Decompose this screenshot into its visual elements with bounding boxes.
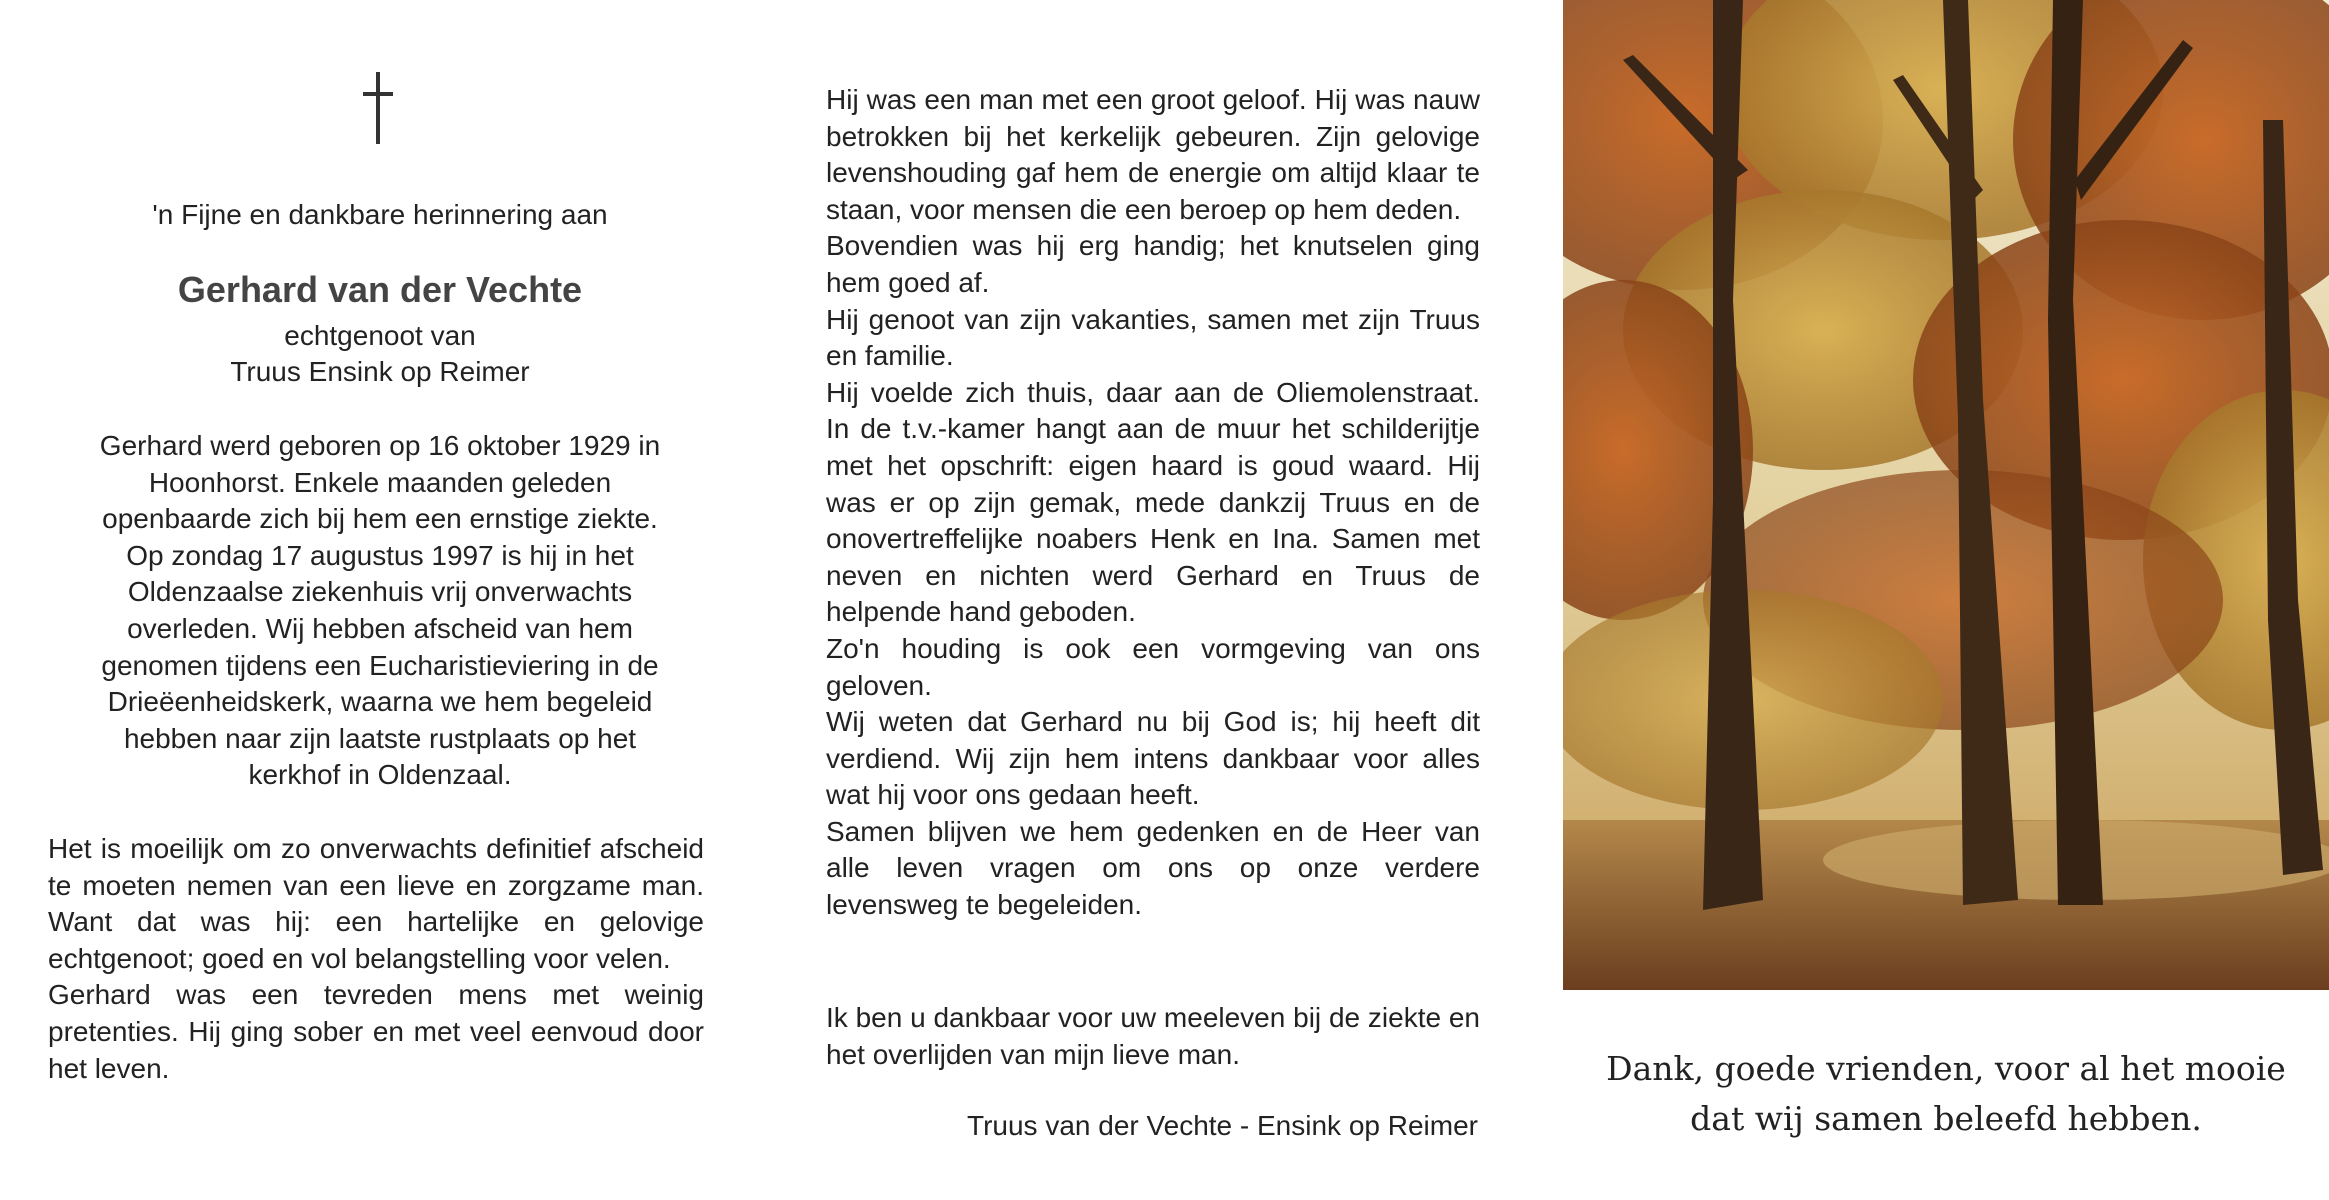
bio-line: kerkhof in Oldenzaal.	[248, 759, 512, 791]
latin-cross-icon	[358, 72, 398, 147]
bio-line: openbaarde zich bij hem een ernstige ziekte.	[102, 503, 658, 535]
paragraph: Hij voelde zich thuis, daar aan de Oliemolenstraat. In de t.v.-kamer hangt aan de muur het schilderijtje met het opschrift: eigen haard is goud waard. Hij was er op zijn gemak, mede dankzij Truus en de onovertreffelijke noabers Henk en Ina. Samen met neven en nichten werd Gerhard en Truus de helpende hand geboden.	[826, 376, 1480, 628]
paragraph: Samen blijven we hem gedenken en de Heer van alle leven vragen om ons op onze verdere levensweg te begeleiden.	[826, 815, 1480, 921]
caption-line: dat wij samen beleefd hebben.	[1690, 1099, 2202, 1138]
signature: Truus van der Vechte - Ensink op Reimer	[967, 1110, 1478, 1141]
middle-paragraphs	[826, 82, 1480, 924]
spouse-name: Truus Ensink op Reimer	[230, 356, 530, 387]
thanks-text	[826, 1000, 1480, 1073]
paragraph: Bovendien was hij erg handig; het knutselen ging hem goed af.	[826, 230, 1480, 298]
left-panel	[0, 0, 760, 1200]
paragraph: Hij was een man met een groot geloof. Hij was nauw betrokken bij het kerkelijk gebeuren. Zijn gelovige levenshouding gaf hem de energie om altijd klaar te staan, voor mensen die een beroep op hem deden.	[826, 84, 1480, 225]
autumn-forest-photo	[1563, 0, 2329, 990]
spouse-of-text: echtgenoot van	[284, 320, 476, 351]
bio-line: Hoonhorst. Enkele maanden geleden	[148, 466, 612, 498]
intro-text: 'n Fijne en dankbare herinnering aan	[152, 199, 608, 230]
photo-caption	[1563, 1044, 2329, 1144]
caption-line: Dank, goede vrienden, voor al het mooie	[1606, 1049, 2286, 1088]
paragraph: Het is moeilijk om zo onverwachts definitief afscheid te moeten nemen van een lieve en zorgzame man. Want dat was hij: een hartelijke en gelovige echtgenoot; goed en vol belangstelling voor velen.	[48, 833, 704, 974]
paragraph: Gerhard was een tevreden mens met weinig pretenties. Hij ging sober en met veel eenvoud door het leven.	[48, 979, 704, 1084]
bio-line: hebben naar zijn laatste rustplaats op het	[123, 722, 637, 754]
paragraph: Zo'n houding is ook een vormgeving van ons geloven.	[826, 632, 1480, 701]
bio-line: genomen tijdens een Eucharistieviering in de	[101, 649, 659, 681]
biography	[40, 428, 720, 794]
bio-line: Oldenzaalse ziekenhuis vrij onverwachts	[127, 576, 633, 608]
paragraph: Ik ben u dankbaar voor uw meeleven bij de ziekte en het overlijden van mijn lieve man.	[826, 1002, 1480, 1070]
bio-line: Gerhard werd geboren op 16 oktober 1929 in	[99, 430, 661, 461]
bio-line: Op zondag 17 augustus 1997 is hij in het	[126, 539, 634, 571]
deceased-name: Gerhard van der Vechte	[177, 269, 583, 310]
bio-line: Drieëenheidskerk, waarna we hem begeleid	[107, 686, 653, 718]
bio-line: overleden. Wij hebben afscheid van hem	[127, 612, 633, 644]
paragraph: Hij genoot van zijn vakanties, samen met zijn Truus en familie.	[826, 303, 1480, 372]
paragraph: Wij weten dat Gerhard nu bij God is; hij heeft dit verdiend. Wij zijn hem intens dankbaar voor alles wat hij voor ons gedaan heeft.	[826, 706, 1480, 811]
left-paragraphs	[48, 831, 704, 1087]
